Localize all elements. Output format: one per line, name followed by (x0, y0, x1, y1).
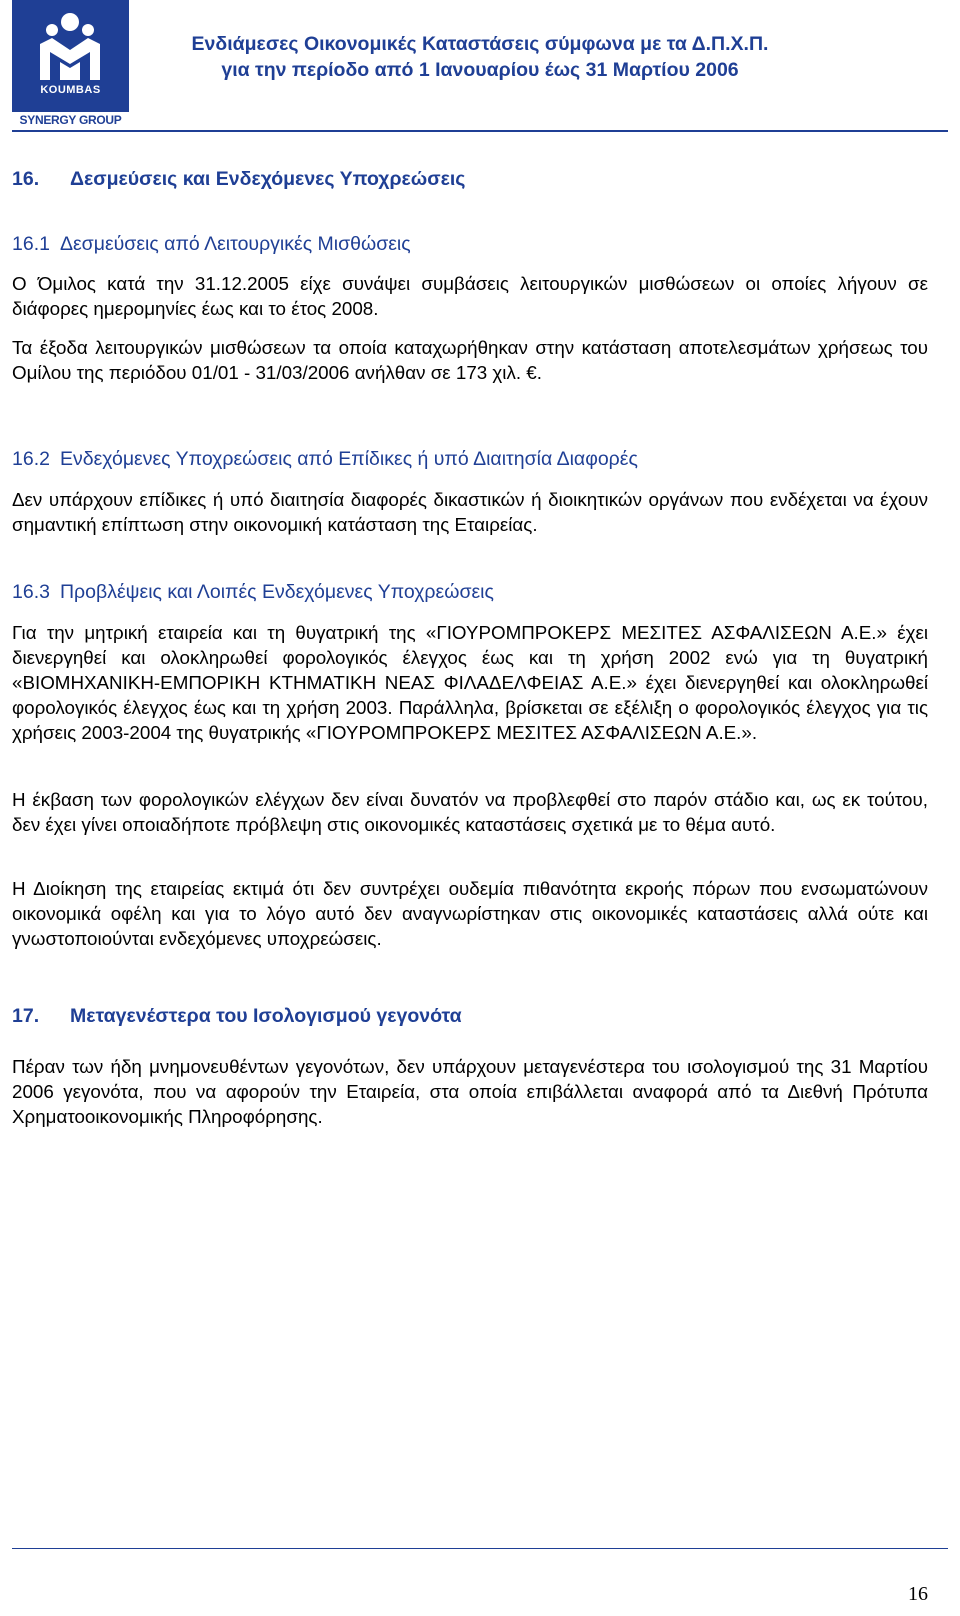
header-title-line1: Ενδιάμεσες Οικονομικές Καταστάσεις σύμφωνα με τα Δ.Π.Χ.Π. (191, 33, 769, 55)
paragraph: Ο Όμιλος κατά την 31.12.2005 είχε συνάψει συμβάσεις λειτουργικών μισθώσεων οι οποίες λήγουν σε διάφορες ημερομηνίες έως και το έτος 2008. (12, 273, 928, 319)
section-title: Ενδεχόμενες Υποχρεώσεις από Επίδικες ή υπό Διαιτησία Διαφορές (59, 448, 638, 470)
logo-bottom-text: SYNERGY GROUP (12, 112, 129, 128)
section-16-heading (12, 168, 465, 191)
company-logo (12, 0, 129, 128)
section-17-heading (12, 1005, 462, 1028)
logo-emblem-icon (12, 0, 129, 128)
header-divider (12, 130, 948, 132)
paragraph: Δεν υπάρχουν επίδικες ή υπό διαιτησία διαφορές δικαστικών ή διοικητικών οργάνων που ενδέχεται να έχουν σημαντική επίπτωση στην οικονομική κατάσταση της Εταιρείας. (12, 489, 928, 535)
header-title-line2: για την περίοδο από 1 Ιανουαρίου έως 31 Μαρτίου 2006 (221, 59, 739, 81)
page-number: 16 (908, 1583, 928, 1605)
section-number: 16. (12, 168, 40, 190)
paragraph: Τα έξοδα λειτουργικών μισθώσεων τα οποία καταχωρήθηκαν στην κατάσταση αποτελεσμάτων χρήσεως του Ομίλου της περιόδου 01/01 - 31/03/2006 ανήλθαν σε 173 χιλ. €. (12, 337, 928, 383)
section-number: 16.1 (12, 233, 50, 255)
section-16-3-heading (12, 581, 494, 604)
footer-divider (12, 1548, 948, 1549)
section-16-1-heading (12, 233, 411, 256)
section-16-2-heading (12, 448, 638, 471)
section-title: Μεταγενέστερα του Ισολογισμού γεγονότα (70, 1005, 462, 1027)
section-number: 16.2 (12, 448, 50, 470)
section-number: 16.3 (12, 581, 50, 603)
paragraph: Η Διοίκηση της εταιρείας εκτιμά ότι δεν συντρέχει ουδεμία πιθανότητα εκροής πόρων που ενσωματώνουν οικονομικά οφέλη και για το λόγο αυτό δεν αναγνωρίστηκαν στις οικονομικές καταστάσεις αλλά ούτε και γνωστοποιούνται ενδεχόμενες υποχρεώσεις. (12, 878, 928, 949)
section-title: Δεσμεύσεις από Λειτουργικές Μισθώσεις (59, 233, 411, 255)
section-number: 17. (12, 1005, 40, 1027)
section-title: Προβλέψεις και Λοιπές Ενδεχόμενες Υποχρεώσεις (59, 581, 494, 603)
paragraph: Η έκβαση των φορολογικών ελέγχων δεν είναι δυνατόν να προβλεφθεί στο παρόν στάδιο και, ως εκ τούτου, δεν έχει γίνει οποιαδήποτε πρόβλεψη στις οικονομικές καταστάσεις σχετικά με το θέμα αυτό. (12, 789, 928, 835)
section-title: Δεσμεύσεις και Ενδεχόμενες Υποχρεώσεις (70, 168, 466, 190)
paragraph: Πέραν των ήδη μνημονευθέντων γεγονότων, δεν υπάρχουν μεταγενέστερα του ισολογισμού της 31 Μαρτίου 2006 γεγονότα, που να αφορούν την Εταιρεία, στα οποία επιβάλλεται αναφορά από τα Διεθνή Πρότυπα Χρηματοοικονομικής Πληροφόρησης. (12, 1056, 928, 1127)
paragraph: Για την μητρική εταιρεία και τη θυγατρική της «ΓΙΟΥΡΟΜΠΡΟΚΕΡΣ ΜΕΣΙΤΕΣ ΑΣΦΑΛΙΣΕΩΝ Α.Ε.» έχει διενεργηθεί και ολοκληρωθεί φορολογικός έλεγχος έως και τη χρήση 2002 ενώ για τη θυγατρική «ΒΙΟΜΗΧΑΝΙΚΗ-ΕΜΠΟΡΙΚΗ ΚΤΗΜΑΤΙΚΗ ΝΕΑΣ ΦΙΛΑΔΕΛΦΕΙΑΣ Α.Ε.» έχει διενεργηθεί και ολοκληρωθεί φορολογικός έλεγχος έως και τη χρήση 2003. Παράλληλα, βρίσκεται σε εξέλιξη ο φορολογικός έλεγχος για τις χρήσεις 2003-2004 της θυγατρικής «ΓΙΟΥΡΟΜΠΡΟΚΕΡΣ ΜΕΣΙΤΕΣ ΑΣΦΑΛΙΣΕΩΝ Α.Ε.». (12, 622, 928, 743)
logo-top-text: KOUMBAS (40, 84, 101, 96)
